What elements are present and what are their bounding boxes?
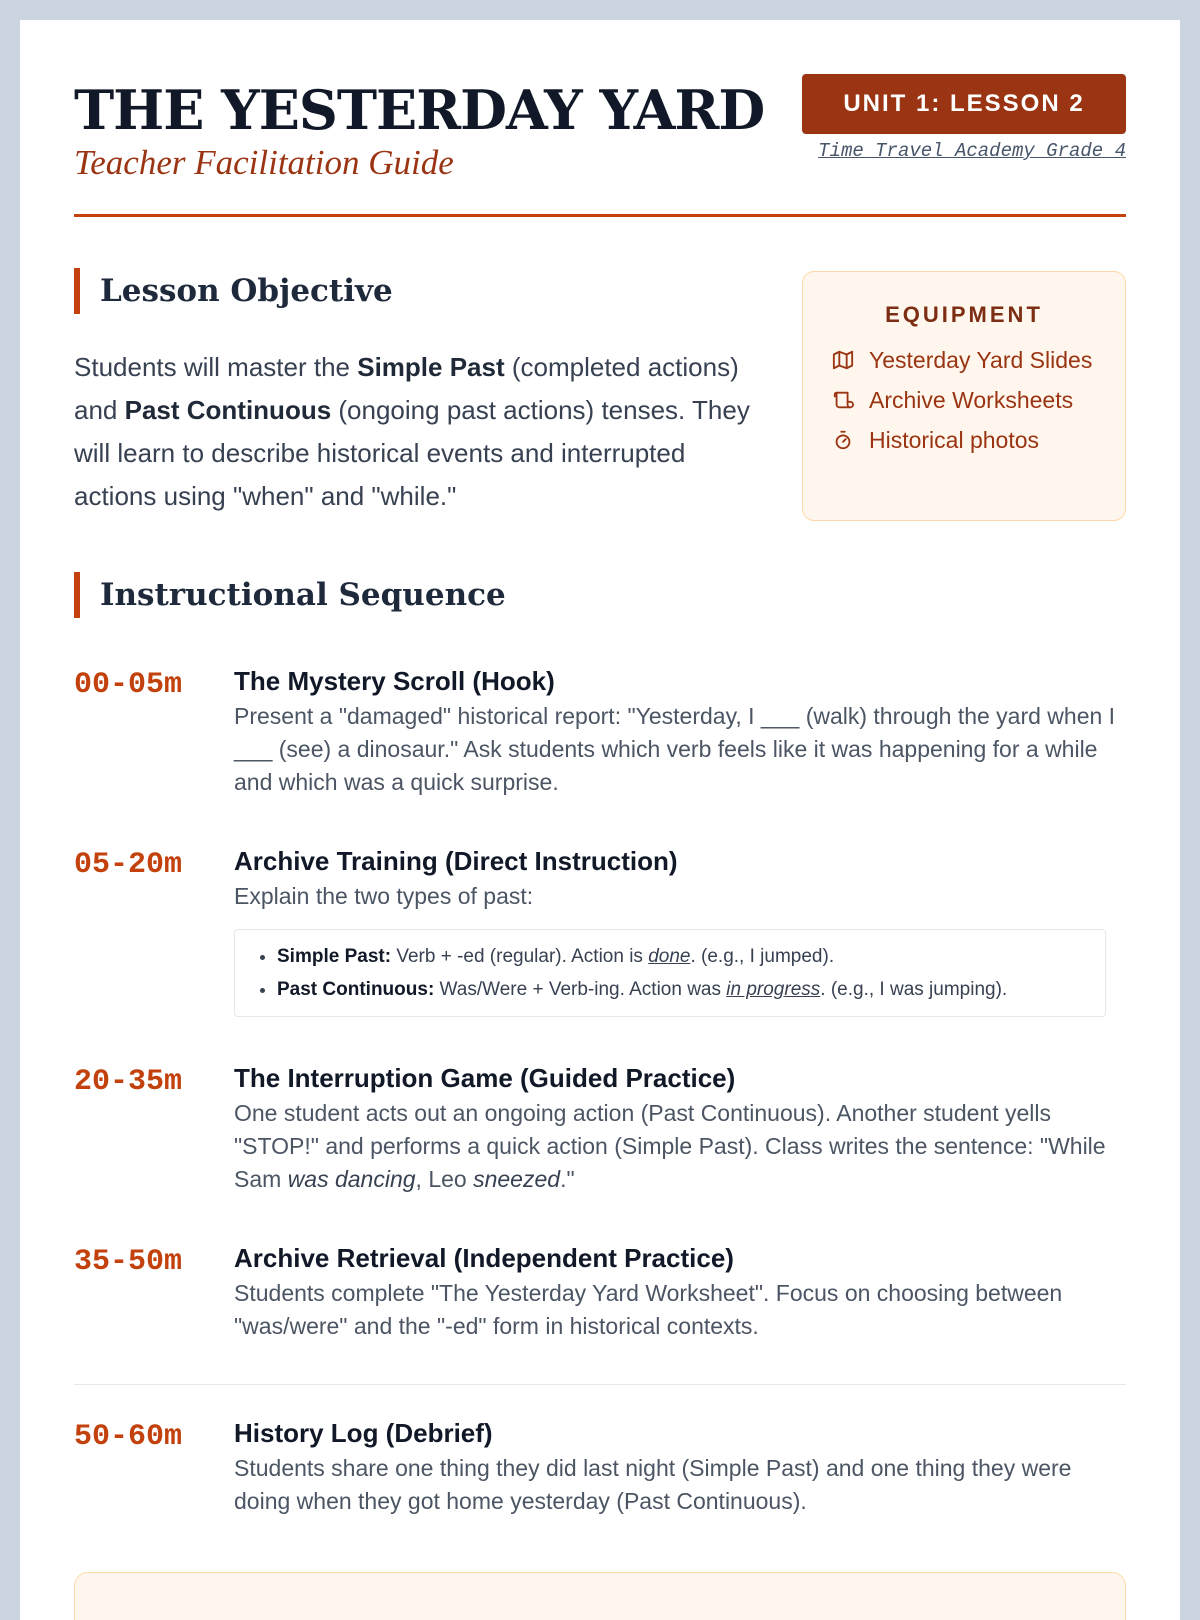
step-time: 50-60m xyxy=(74,1420,183,1454)
step-title: Archive Retrieval (Independent Practice) xyxy=(234,1243,734,1273)
equipment-item: Yesterday Yard Slides xyxy=(831,344,1111,376)
tense-rules-box xyxy=(234,929,1106,1017)
stopwatch-icon xyxy=(831,424,855,456)
step-time: 05-20m xyxy=(74,848,183,882)
unit-lesson-badge: UNIT 1: LESSON 2 xyxy=(802,74,1126,134)
step-title: The Mystery Scroll (Hook) xyxy=(234,666,555,696)
equipment-list xyxy=(831,344,1111,464)
objective-text: Students will master the Simple Past (completed actions) and Past Continuous (ongoing past actions) tenses. They will learn to describe historical events and interrupted actions using "when" and "while." xyxy=(74,352,750,511)
step-description: Explain the two types of past: xyxy=(234,883,534,909)
notes-panel xyxy=(74,1572,1126,1620)
page-title: THE YESTERDAY YARD xyxy=(74,78,765,142)
step-description: Students share one thing they did last night (Simple Past) and one thing they were doing when they got home yesterday (Past Continuous). xyxy=(234,1455,1072,1514)
equipment-item: Archive Worksheets xyxy=(831,384,1111,416)
header-divider xyxy=(74,214,1126,217)
tense-rule-item: • Simple Past: Verb + -ed (regular). Action is done. (e.g., I jumped). xyxy=(277,940,1091,973)
page-subtitle: Teacher Facilitation Guide xyxy=(74,143,454,182)
section-divider xyxy=(74,1384,1126,1385)
equipment-title: EQUIPMENT xyxy=(885,302,1043,327)
step-description: Students complete "The Yesterday Yard Worksheet". Focus on choosing between "was/were" and the "-ed" form in historical contexts. xyxy=(234,1280,1063,1339)
equipment-panel xyxy=(802,271,1126,521)
step-time: 20-35m xyxy=(74,1065,183,1099)
step-time: 35-50m xyxy=(74,1245,183,1279)
step-title: Archive Training (Direct Instruction) xyxy=(234,846,678,876)
academy-link[interactable]: Time Travel Academy Grade 4 xyxy=(818,140,1126,162)
scroll-icon xyxy=(831,384,855,416)
step-time: 00-05m xyxy=(74,668,183,702)
page xyxy=(20,20,1180,1620)
step-description: One student acts out an ongoing action (Past Continuous). Another student yells "STOP!" and performs a quick action (Simple Past). Class writes the sentence: "While Sam was dancing, Leo sneezed." xyxy=(234,1100,1106,1192)
tense-rule-item: • Past Continuous: Was/Were + Verb-ing. Action was in progress. (e.g., I was jumping). xyxy=(277,973,1091,1006)
step-title: The Interruption Game (Guided Practice) xyxy=(234,1063,736,1093)
map-icon xyxy=(831,344,855,376)
objective-heading: Lesson Objective xyxy=(74,268,393,314)
sequence-heading: Instructional Sequence xyxy=(74,572,506,618)
step-description: Present a "damaged" historical report: "Yesterday, I ___ (walk) through the yard when I ___ (see) a dinosaur." Ask students which verb feels like it was happening for a while and which was a quick surprise. xyxy=(234,703,1116,795)
simple-past-term: Simple Past xyxy=(357,352,505,382)
equipment-item: Historical photos xyxy=(831,424,1111,456)
past-continuous-term: Past Continuous xyxy=(124,395,332,425)
step-title: History Log (Debrief) xyxy=(234,1418,493,1448)
